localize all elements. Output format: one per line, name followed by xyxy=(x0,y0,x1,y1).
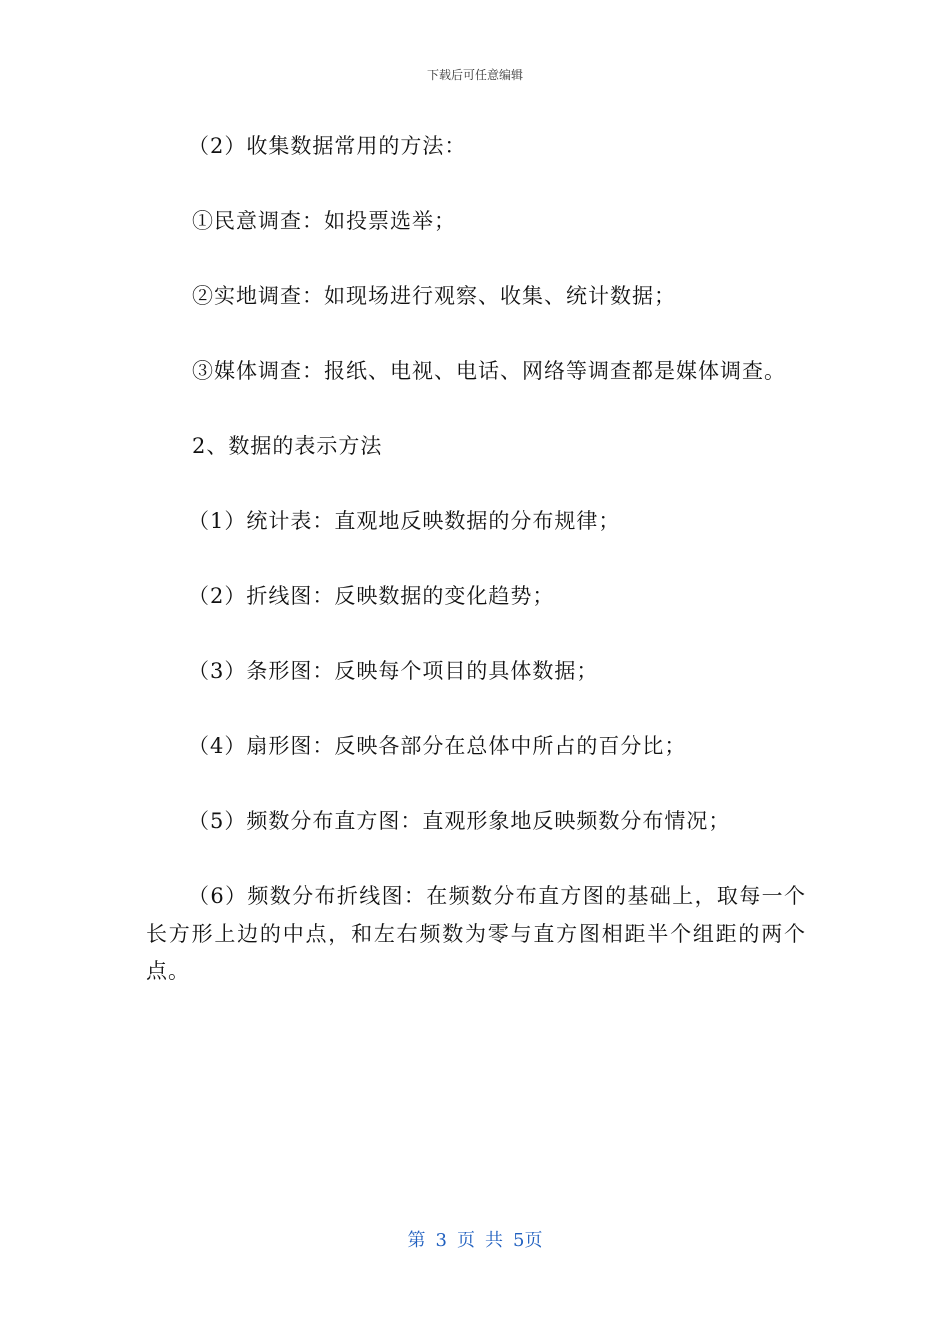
paragraph-field-survey: ②实地调查：如现场进行观察、收集、统计数据； xyxy=(192,284,676,308)
paragraph-histogram: （5）频数分布直方图：直观形象地反映频数分布情况； xyxy=(188,809,731,833)
paragraph-bar-chart: （3）条形图：反映每个项目的具体数据； xyxy=(188,659,599,683)
paragraph-pie-chart: （4）扇形图：反映各部分在总体中所占的百分比； xyxy=(188,734,687,758)
paragraph-media-survey: ③媒体调查：报纸、电视、电话、网络等调查都是媒体调查。 xyxy=(192,359,786,383)
page-header-note: 下载后可任意编辑 xyxy=(426,68,523,82)
footer-current-page: 3 xyxy=(435,1230,447,1251)
section-heading-data-representation: 2、数据的表示方法 xyxy=(192,434,383,458)
footer-total-word: 共 xyxy=(485,1230,503,1251)
paragraph-frequency-polygon: （6）频数分布折线图：在频数分布直方图的基础上，取每一个长方形上边的中点，和左右频数为零与直方图相距半个组距的两个点。 xyxy=(146,884,806,983)
footer-page-word: 页 xyxy=(457,1230,475,1251)
paragraph-collect-methods: （2）收集数据常用的方法： xyxy=(188,134,467,158)
footer-total-pages: 5页 xyxy=(513,1230,543,1251)
paragraph-public-survey: ①民意调查：如投票选举； xyxy=(192,209,456,233)
page-footer xyxy=(0,1226,950,1252)
footer-prefix: 第 xyxy=(407,1230,426,1251)
paragraph-statistical-table: （1）统计表：直观地反映数据的分布规律； xyxy=(188,509,621,533)
document-body xyxy=(146,128,806,1028)
paragraph-line-chart: （2）折线图：反映数据的变化趋势； xyxy=(188,584,555,608)
